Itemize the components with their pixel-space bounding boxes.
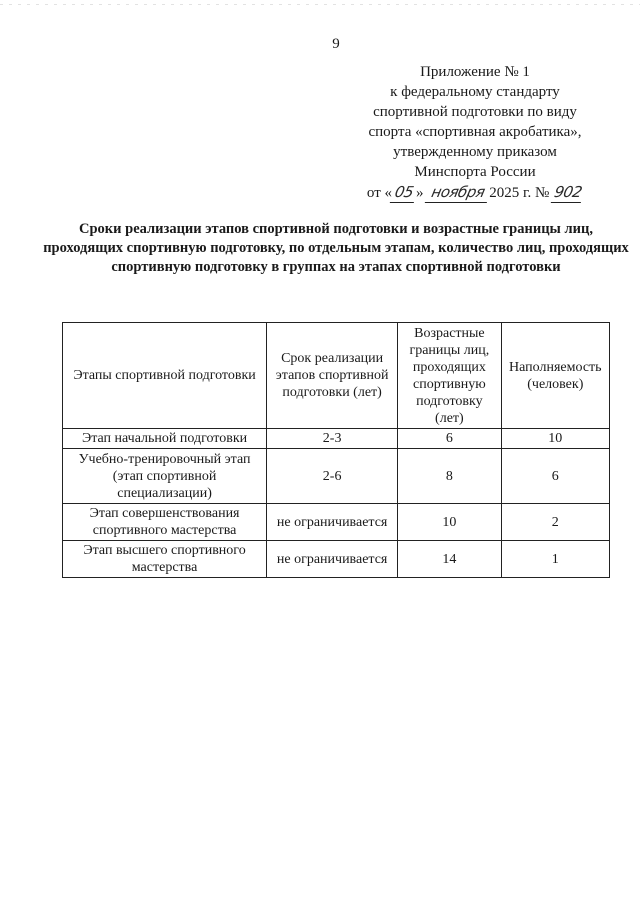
scan-edge-mark — [0, 4, 640, 5]
appendix-block — [340, 62, 610, 203]
order-day-handwritten: 05 — [390, 182, 418, 203]
cell-duration: 2-6 — [267, 449, 398, 504]
cell-stage: Этап начальной подготовки — [63, 429, 267, 449]
cell-duration: не ограничивается — [267, 504, 398, 541]
table-row — [63, 429, 610, 449]
table-row — [63, 504, 610, 541]
cell-age: 14 — [398, 541, 501, 578]
order-month-handwritten: ноября — [425, 182, 491, 203]
header-duration: Срок реализации этапов спортивной подготовки (лет) — [267, 323, 398, 429]
order-mid: » — [416, 185, 424, 201]
cell-age: 6 — [398, 429, 501, 449]
stages-table — [62, 322, 610, 578]
appendix-line: Минспорта России — [414, 164, 536, 180]
appendix-line: спортивной подготовки по виду — [373, 104, 577, 120]
header-stage: Этапы спортивной подготовки — [63, 323, 267, 429]
appendix-line: Приложение № 1 — [420, 64, 530, 80]
document-title: Сроки реализации этапов спортивной подготовки и возрастные границы лиц, проходящих спортивную подготовку, по отдельным этапам, количество лиц, проходящих спортивную подготовку в группах на этапах спортивной подготовки — [43, 221, 629, 275]
cell-age: 8 — [398, 449, 501, 504]
header-age: Возрастные границы лиц, проходящих спортивную подготовку (лет) — [398, 323, 501, 429]
cell-stage: Учебно-тренировочный этап (этап спортивной специализации) — [63, 449, 267, 504]
appendix-line: к федеральному стандарту — [390, 84, 560, 100]
order-prefix: от « — [366, 185, 393, 201]
cell-duration: не ограничивается — [267, 541, 398, 578]
cell-stage: Этап высшего спортивного мастерства — [63, 541, 267, 578]
cell-occupancy: 6 — [501, 449, 609, 504]
table-row — [63, 449, 610, 504]
table-row — [63, 541, 610, 578]
cell-duration: 2-3 — [267, 429, 398, 449]
order-year: 2025 г. № — [489, 185, 550, 201]
cell-occupancy: 1 — [501, 541, 609, 578]
cell-age: 10 — [398, 504, 501, 541]
cell-occupancy: 10 — [501, 429, 609, 449]
order-number-handwritten: 902 — [552, 183, 584, 201]
order-line — [340, 182, 610, 203]
cell-stage: Этап совершенствования спортивного мастерства — [63, 504, 267, 541]
appendix-line: спорта «спортивная акробатика», — [368, 124, 582, 140]
header-occupancy: Наполняемость (человек) — [501, 323, 609, 429]
table-header-row — [63, 323, 610, 429]
page-number: 9 — [332, 36, 340, 52]
appendix-line: утвержденному приказом — [393, 144, 557, 160]
cell-occupancy: 2 — [501, 504, 609, 541]
